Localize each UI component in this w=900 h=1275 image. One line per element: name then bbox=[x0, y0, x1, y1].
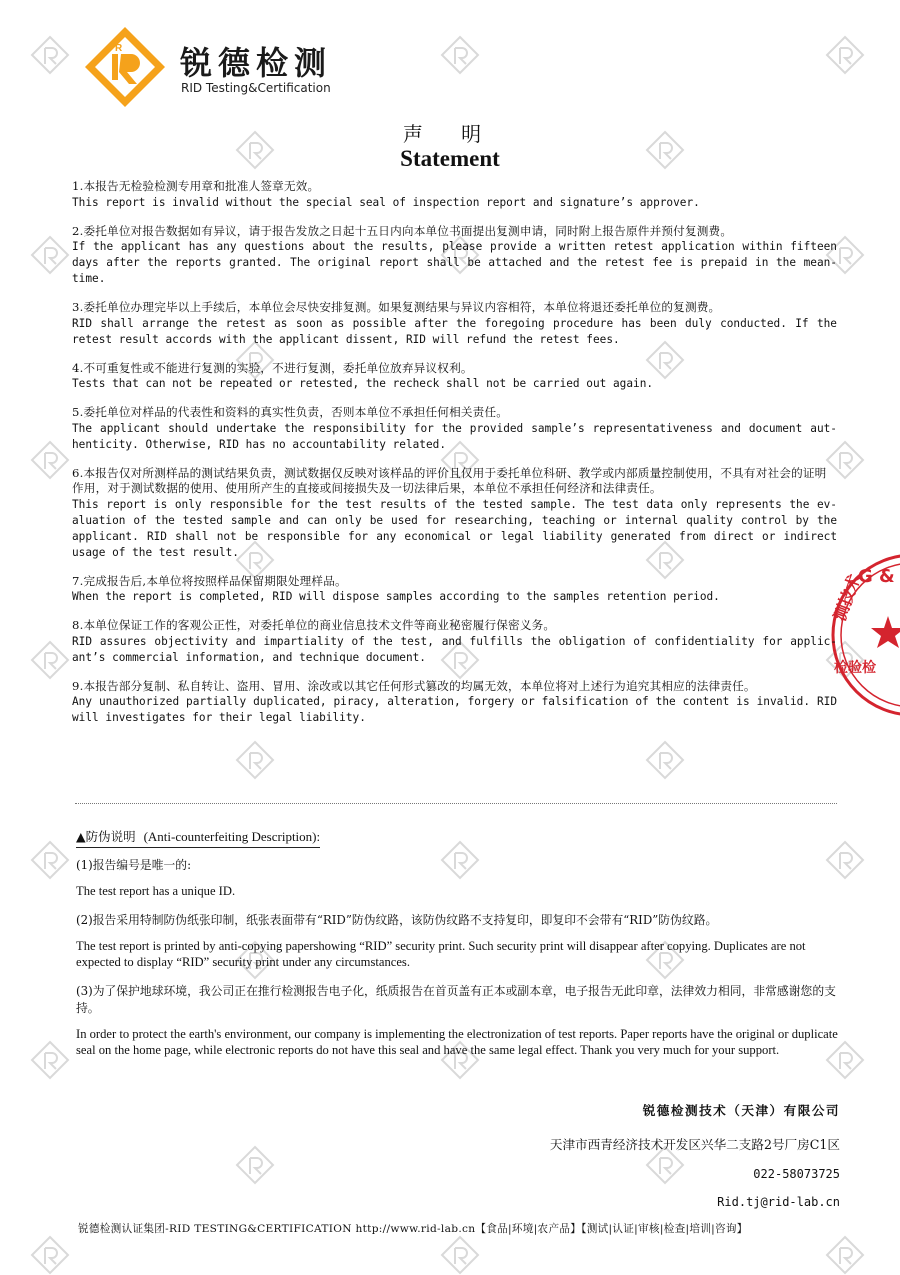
clause-cn: 9.本报告部分复制、私自转让、盗用、冒用、涂改或以其它任何形式篡改的均属无效，本单位将对上述行为追究其相应的法律责任。 bbox=[72, 678, 756, 693]
company-address: 天津市西青经济技术开发区兴华二支路2号厂房C1区 bbox=[549, 1137, 840, 1152]
clause-9 bbox=[72, 679, 837, 727]
clause-5 bbox=[72, 405, 837, 453]
anti-heading-cn: ▲防伪说明 bbox=[76, 829, 136, 844]
svg-text:G &: G & bbox=[858, 566, 895, 587]
anti-item-en: The test report has a unique ID. bbox=[76, 884, 236, 898]
anti-heading-en: (Anti-counterfeiting Description): bbox=[143, 829, 321, 844]
clause-en: Any unauthorized partially duplicated, piracy, alteration, forgery or falsification of the content is invalid. RID will investigates for their legal liability. bbox=[72, 695, 837, 724]
company-phone: 022-58073725 bbox=[753, 1167, 840, 1181]
page-footer: 锐德检测认证集团-RID TESTING&CERTIFICATION http://www.rid-lab.cn【食品|环境|农产品】【测试|认证|审核|检查|培训|咨询】 bbox=[78, 1223, 748, 1235]
svg-text:测技术: 测技术 bbox=[829, 571, 865, 624]
svg-text:检验检: 检验检 bbox=[834, 660, 876, 676]
clause-en: RID assures objectivity and impartiality of the test, and fulfills the obligation of confidentiality for applic-ant’s commercial information, and technique document. bbox=[72, 634, 837, 664]
brand-name-cn: 锐德检测 bbox=[180, 44, 333, 82]
anti-item-en: In order to protect the earth's environment, our company is implementing the electronization of test reports. Paper reports have the original or duplicate seal on the home page, while electronic reports do not have this seal and have the same legal effect. Thank you very much for your support. bbox=[76, 1026, 838, 1057]
watermark-diamond-icon bbox=[235, 1145, 275, 1185]
clause-cn: 6.本报告仅对所测样品的测试结果负责，测试数据仅反映对该样品的评价且仅用于委托单位科研、教学或内部质量控制使用，不具有对社会的证明作用，对于测试数据的使用、使用所产生的直接或间接损失及一切法律后果，本单位不承担任何经济和法律责任。 bbox=[72, 465, 827, 495]
clause-en: This report is only responsible for the test results of the tested sample. The test data only represents the ev-aluation of the tested sample and can only be used for researching, teaching or internal quality control by the applicant. RID shall not be responsible for any economical or legal liability generated from direct or indirect usage of the test result. bbox=[72, 497, 837, 559]
clause-3 bbox=[72, 300, 837, 348]
clause-en: If the applicant has any questions about the results, please provide a written retest application within fifteen days after the reports granted. The original report shall be attached and the retest fee is prepaid in the mean-time. bbox=[72, 240, 837, 285]
clause-cn: 3.委托单位办理完毕以上手续后，本单位会尽快安排复测。如果复测结果与异议内容相符，本单位将退还委托单位的复测费。 bbox=[72, 300, 721, 314]
clause-4 bbox=[72, 361, 837, 393]
watermark-diamond-icon bbox=[30, 35, 70, 75]
clause-1 bbox=[72, 179, 837, 211]
anti-item-cn: (1)报告编号是唯一的: bbox=[76, 858, 192, 872]
watermark-diamond-icon bbox=[235, 740, 275, 780]
anti-item-en: The test report is printed by anti-copying papershowing “RID” security print. Such security print will disappear after copying. Duplicates are not expected to display “RID” security print under any circumstances. bbox=[76, 938, 806, 969]
company-logo bbox=[82, 24, 362, 110]
clause-cn: 7.完成报告后,本单位将按照样品保留期限处理样品。 bbox=[72, 573, 347, 588]
statement-clauses bbox=[72, 179, 837, 739]
clause-cn: 5.委托单位对样品的代表性和资料的真实性负责，否则本单位不承担任何相关责任。 bbox=[72, 405, 509, 419]
clause-cn: 8.本单位保证工作的客观公正性，对委托单位的商业信息技术文件等商业秘密履行保密义务。 bbox=[72, 618, 556, 632]
clause-en: RID shall arrange the retest as soon as possible after the foregoing procedure has been duly conducted. If the retest result accords with the applicant dissent, RID will refund the retest fees. bbox=[72, 316, 837, 346]
watermark-diamond-icon bbox=[825, 35, 865, 75]
clause-8 bbox=[72, 618, 837, 666]
clause-en: The applicant should undertake the responsibility for the provided sample’s representativeness and document aut-henticity. Otherwise, RID has no accountability related. bbox=[72, 421, 837, 451]
clause-2 bbox=[72, 224, 837, 288]
svg-text:R: R bbox=[115, 43, 123, 54]
clause-7 bbox=[72, 574, 837, 606]
watermark-diamond-icon bbox=[30, 640, 70, 680]
watermark-diamond-icon bbox=[440, 35, 480, 75]
statement-title-cn: 声 明 bbox=[402, 122, 498, 146]
watermark-diamond-icon bbox=[825, 1235, 865, 1275]
anti-counterfeiting-section bbox=[76, 826, 846, 1071]
statement-title-en: Statement bbox=[400, 146, 500, 171]
brand-name-en: RID Testing&Certification bbox=[181, 81, 331, 95]
clause-cn: 4.不可重复性或不能进行复测的实验，不进行复测，委托单位放弃异议权利。 bbox=[72, 360, 473, 375]
company-name: 锐德检测技术（天津）有限公司 bbox=[642, 1103, 840, 1118]
rid-logo-icon bbox=[82, 24, 168, 110]
watermark-diamond-icon bbox=[440, 1235, 480, 1275]
clause-en: This report is invalid without the special seal of inspection report and signature’s approver. bbox=[72, 195, 700, 209]
section-divider bbox=[75, 803, 837, 804]
company-contact-block bbox=[420, 1100, 840, 1209]
watermark-diamond-icon bbox=[30, 235, 70, 275]
clause-cn: 2.委托单位对报告数据如有异议，请于报告发放之日起十五日内向本单位书面提出复测申请，同时附上报告原件并预付复测费。 bbox=[72, 223, 733, 238]
anti-counterfeiting-heading bbox=[76, 827, 320, 848]
clause-en: Tests that can not be repeated or retested, the recheck shall not be carried out again. bbox=[72, 377, 654, 390]
company-email: Rid.tj@rid-lab.cn bbox=[717, 1195, 840, 1209]
clause-cn: 1.本报告无检验检测专用章和批准人签章无效。 bbox=[72, 179, 320, 193]
watermark-diamond-icon bbox=[30, 440, 70, 480]
watermark-diamond-icon bbox=[645, 740, 685, 780]
anti-item-cn: (2)报告采用特制防伪纸张印制，纸张表面带有“RID”防伪纹路，该防伪纹路不支持复印，即复印不会带有“RID”防伪纹路。 bbox=[76, 912, 718, 927]
red-seal-stamp-icon bbox=[828, 550, 900, 720]
watermark-diamond-icon bbox=[30, 1235, 70, 1275]
anti-item-cn: (3)为了保护地球环境，我公司正在推行检测报告电子化，纸质报告在首页盖有正本或副本章，电子报告无此印章，法律效力相同，非常感谢您的支持。 bbox=[76, 983, 836, 1015]
clause-6 bbox=[72, 466, 837, 561]
watermark-diamond-icon bbox=[30, 840, 70, 880]
watermark-diamond-icon bbox=[30, 1040, 70, 1080]
clause-en: When the report is completed, RID will dispose samples according to the samples retention period. bbox=[72, 590, 720, 603]
